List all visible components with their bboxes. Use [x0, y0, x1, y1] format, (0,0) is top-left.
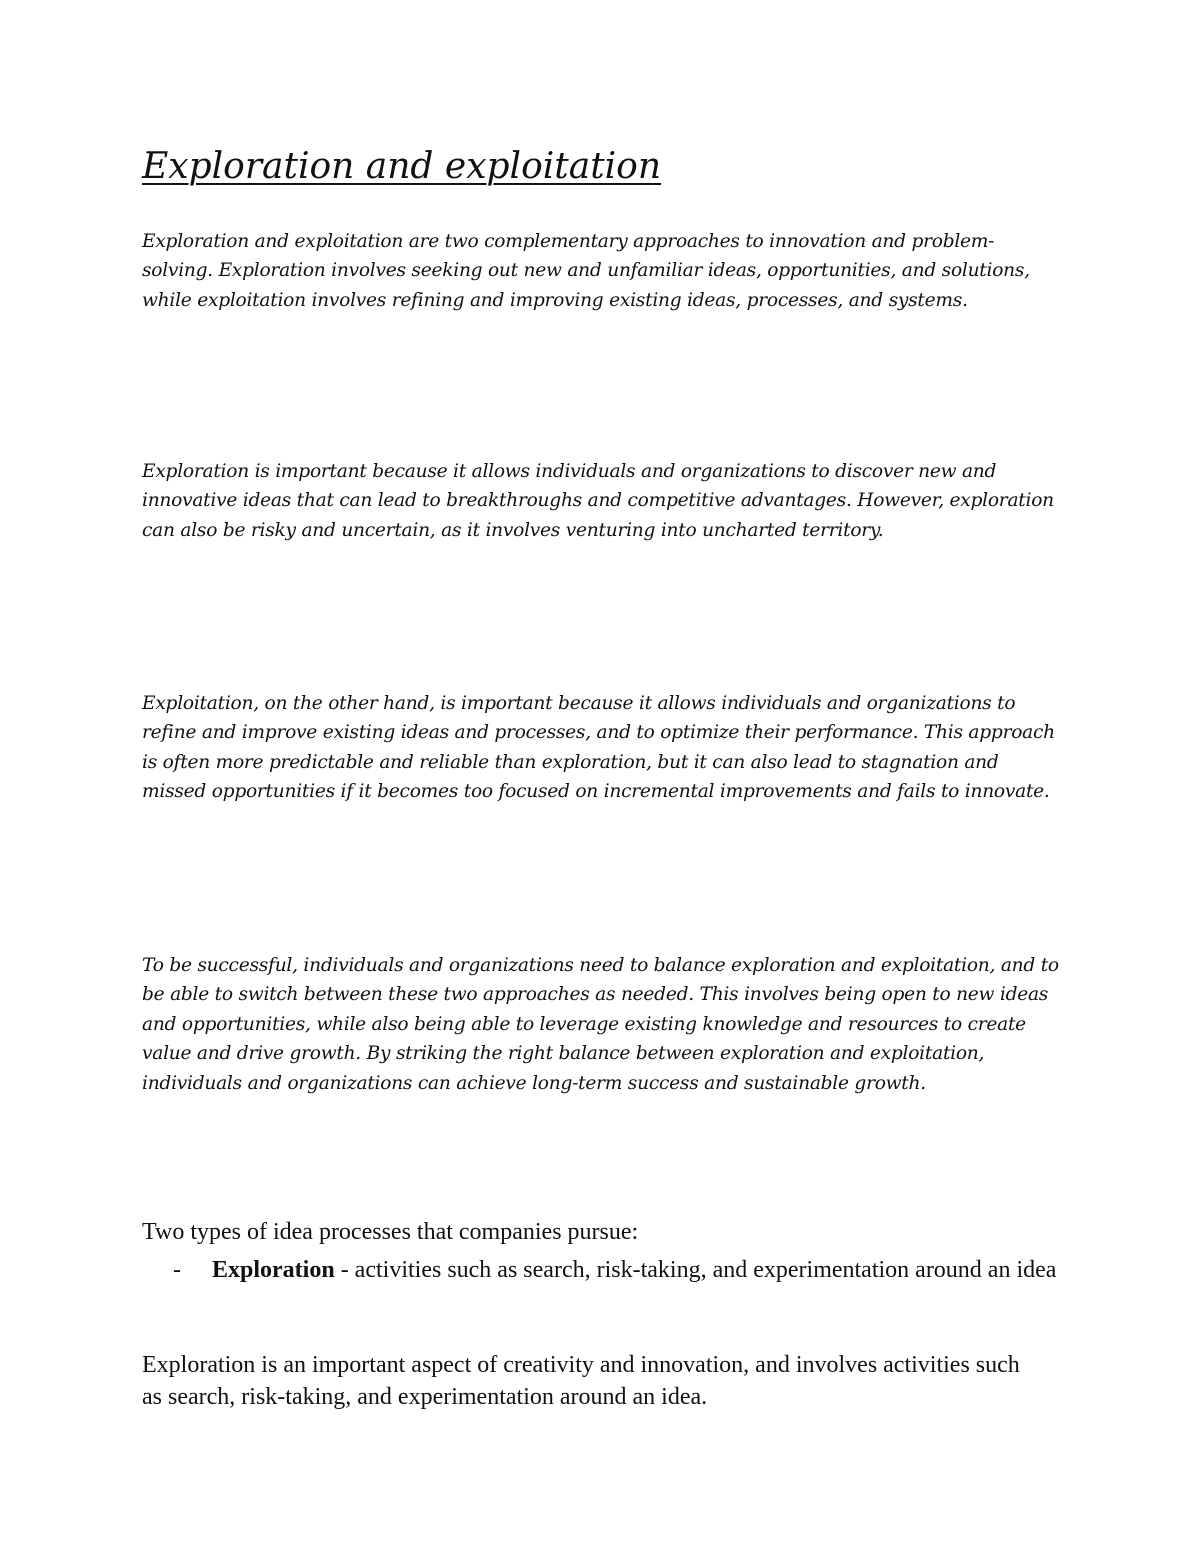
- list-item-term: Exploration: [212, 1257, 335, 1283]
- list-item-description: - activities such as search, risk-taking, and experimentation around an idea: [334, 1257, 1057, 1283]
- paragraph-balance: To be successful, individuals and organizations need to balance exploration and exploitation, and to be able to switch between these two approaches as needed. This involves being open to new ideas and opportunities, while also being able to leverage existing knowledge and resources to create value and drive growth. By striking the right balance between exploration and exploitation, individuals and organizations can achieve long-term success and sustainable growth.: [142, 955, 1059, 1094]
- list-intro: Two types of idea processes that companies pursue:: [142, 1219, 639, 1245]
- closing-paragraph: Exploration is an important aspect of creativity and innovation, and involves activities such as search, risk-taking, and experimentation around an idea.: [142, 1352, 1020, 1410]
- paragraph-exploitation: Exploitation, on the other hand, is important because it allows individuals and organizations to refine and improve existing ideas and processes, and to optimize their performance. This approach is often more predictable and reliable than exploration, but it can also lead to stagnation and missed opportunities if it becomes too focused on incremental improvements and fails to innovate.: [142, 693, 1055, 803]
- paragraph-definition: Exploration and exploitation are two complementary approaches to innovation and problem-solving. Exploration involves seeking out new and unfamiliar ideas, opportunities, and solutions, while exploitation involves refining and improving existing ideas, processes, and systems.: [142, 231, 1030, 311]
- list-bullet-marker: -: [173, 1257, 181, 1283]
- document-title: Exploration and exploitation: [142, 146, 662, 187]
- list-item: [212, 1253, 1072, 1288]
- paragraph-exploration: Exploration is important because it allows individuals and organizations to discover new and innovative ideas that can lead to breakthroughs and competitive advantages. However, exploration can also be risky and uncertain, as it involves venturing into uncharted territory.: [142, 461, 1054, 541]
